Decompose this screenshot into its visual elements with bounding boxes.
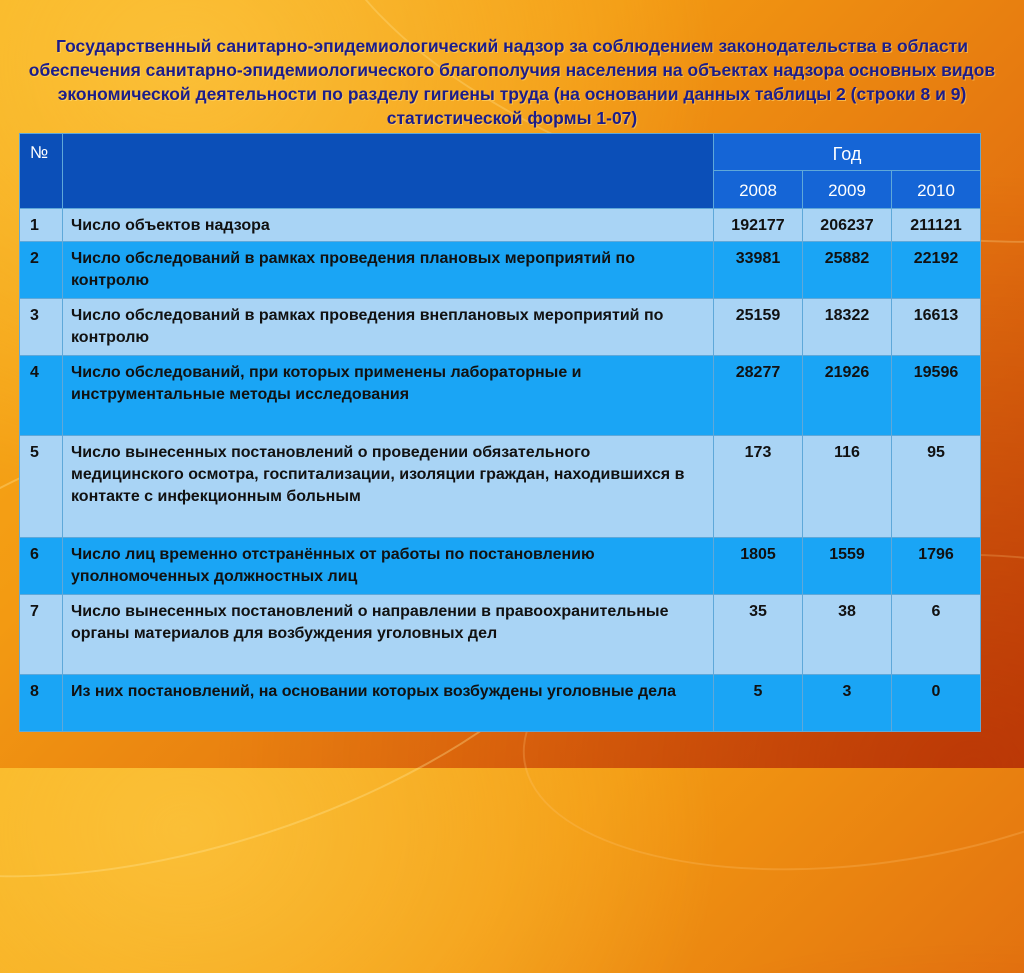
value-2009: 21926 (803, 356, 892, 436)
number-column-header: № (20, 134, 63, 209)
table-row (20, 209, 981, 242)
value-2010: 16613 (892, 299, 981, 356)
row-label: Число вынесенных постановлений о проведении обязательного медицинского осмотра, госпитализации, изоляции граждан, находившихся в контакте с инфекционным больным (63, 436, 714, 538)
slide-title: Государственный санитарно-эпидемиологический надзор за соблюдением законодательства в области обеспечения санитарно-эпидемиологического благополучия населения на объектах надзора основных видов экономической деятельности по разделу гигиены труда (на основании данных таблицы 2 (строки 8 и 9) статистической формы 1-07) (28, 36, 996, 128)
row-label: Число обследований в рамках проведения плановых мероприятий по контролю (63, 242, 714, 299)
row-label: Число обследований в рамках проведения внеплановых мероприятий по контролю (63, 299, 714, 356)
value-2008: 28277 (714, 356, 803, 436)
value-2009: 18322 (803, 299, 892, 356)
value-2008: 35 (714, 595, 803, 675)
row-number: 5 (20, 436, 63, 538)
value-2008: 5 (714, 675, 803, 732)
year-header-2008: 2008 (714, 171, 803, 209)
value-2009: 3 (803, 675, 892, 732)
value-2010: 19596 (892, 356, 981, 436)
value-2008: 25159 (714, 299, 803, 356)
table-row (20, 356, 981, 436)
value-2010: 22192 (892, 242, 981, 299)
value-2010: 211121 (892, 209, 981, 242)
indicator-column-header (63, 134, 714, 209)
value-2010: 95 (892, 436, 981, 538)
table-row (20, 436, 981, 538)
table-row (20, 299, 981, 356)
row-label: Число лиц временно отстранённых от работы по постановлению уполномоченных должностных лиц (63, 538, 714, 595)
value-2009: 206237 (803, 209, 892, 242)
table-row (20, 242, 981, 299)
value-2009: 1559 (803, 538, 892, 595)
row-label: Число вынесенных постановлений о направлении в правоохранительные органы материалов для возбуждения уголовных дел (63, 595, 714, 675)
year-header-2010: 2010 (892, 171, 981, 209)
row-number: 1 (20, 209, 63, 242)
value-2008: 192177 (714, 209, 803, 242)
table-row (20, 538, 981, 595)
row-number: 7 (20, 595, 63, 675)
value-2009: 116 (803, 436, 892, 538)
table-row (20, 675, 981, 732)
row-label: Число обследований, при которых применены лабораторные и инструментальные методы исследования (63, 356, 714, 436)
row-number: 8 (20, 675, 63, 732)
row-label: Из них постановлений, на основании которых возбуждены уголовные дела (63, 675, 714, 732)
row-number: 3 (20, 299, 63, 356)
row-number: 2 (20, 242, 63, 299)
row-label: Число объектов надзора (63, 209, 714, 242)
row-number: 4 (20, 356, 63, 436)
row-number: 6 (20, 538, 63, 595)
value-2008: 33981 (714, 242, 803, 299)
value-2008: 173 (714, 436, 803, 538)
year-header-2009: 2009 (803, 171, 892, 209)
value-2009: 25882 (803, 242, 892, 299)
value-2009: 38 (803, 595, 892, 675)
year-group-header: Год (714, 134, 981, 171)
value-2010: 6 (892, 595, 981, 675)
value-2010: 0 (892, 675, 981, 732)
table-row (20, 595, 981, 675)
statistics-table (19, 133, 981, 732)
value-2008: 1805 (714, 538, 803, 595)
value-2010: 1796 (892, 538, 981, 595)
